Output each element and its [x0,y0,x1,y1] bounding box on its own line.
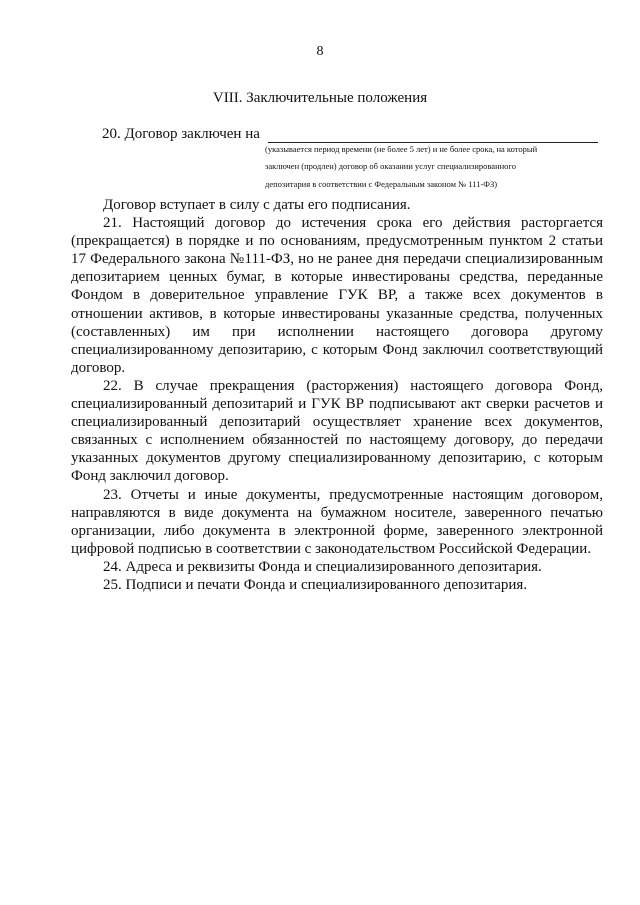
paragraph-clause-24: 24. Адреса и реквизиты Фонда и специализированного депозитария. [103,558,542,575]
paragraph-clause-22: 22. В случае прекращения (расторжения) настоящего договора Фонд, специализированный депозитарий и ГУК ВР подписывают акт сверки расчетов и специализированный депозитарий осуществляет хранение всех документов, связанных с исполнением обязанностей по настоящему договору, до передачи указанных документов другому специализированному депозитарию, с которым Фонд заключил договор. [71,377,603,485]
page-number: 8 [316,44,324,59]
document-body [71,196,603,594]
clause-20-note-line3: депозитария в соответствии с Федеральным законом № 111-ФЗ) [265,179,498,189]
paragraph-effective-date: Договор вступает в силу с даты его подписания. [103,197,411,213]
clause-20-note-line1: (указывается период времени (не более 5 лет) и не более срока, на который [265,144,538,154]
paragraph-clause-25: 25. Подписи и печати Фонда и специализированного депозитария. [103,576,528,593]
section-title: VIII. Заключительные положения [212,90,428,106]
paragraph-clause-21: 21. Настоящий договор до истечения срока его действия расторгается (прекращается) в порядке и по основаниям, предусмотренным пунктом 2 статьи 17 Федерального закона №111-ФЗ, но не ранее дня передачи специализированным депозитарием ценных бумаг, в которые инвестированы средства, переданные Фондом в доверительное управление ГУК ВР, а также всех документов в отношении активов, в которые инвестированы указанные средства, полученных (составленных) им при исполнении настоящего договора другому специализированному депозитарию, с которым Фонд заключил соответствующий договор. [71,215,603,376]
clause-20-text: 20. Договор заключен на [102,126,260,142]
paragraph-clause-23: 23. Отчеты и иные документы, предусмотренные настоящим договором, направляются в виде документа на бумажном носителе, заверенного печатью организации, либо документа в электронной форме, заверенного электронной цифровой подписью в соответствии с законодательством Российской Федерации. [71,486,603,557]
clause-20-note-line2: заключен (продлен) договор об оказании услуг специализированного [265,161,516,171]
